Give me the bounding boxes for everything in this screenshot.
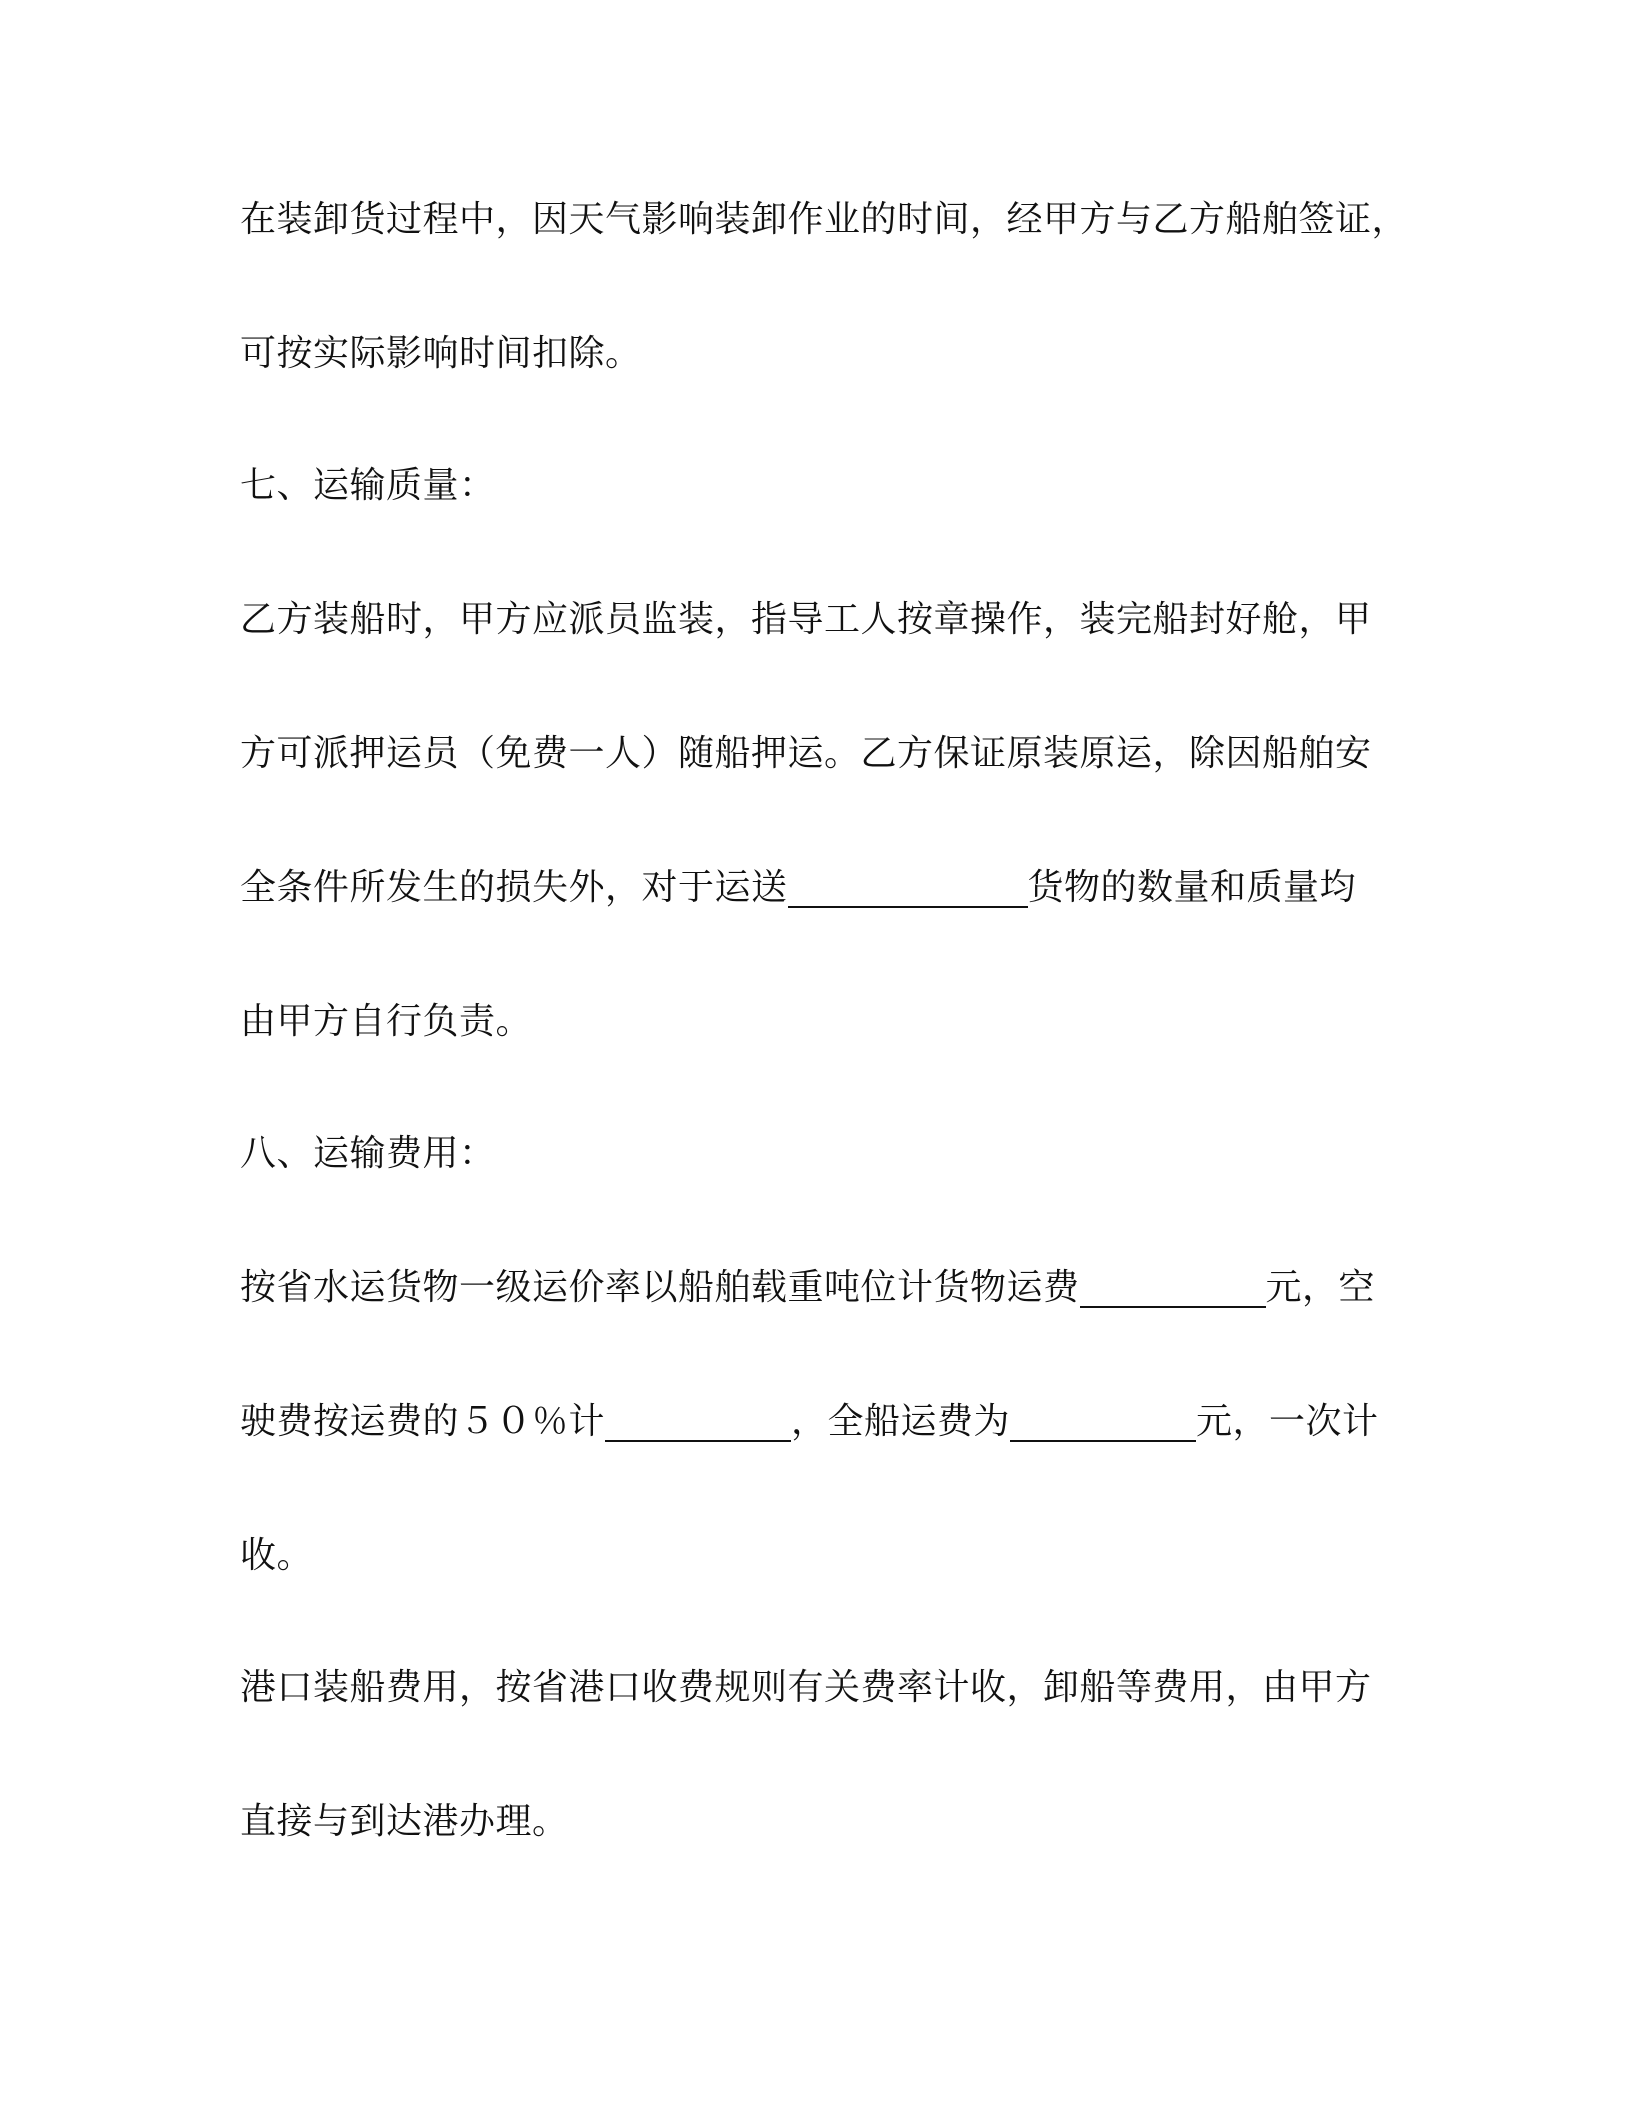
freight-amount-blank[interactable]	[1080, 1266, 1266, 1308]
text: 按省水运货物一级运价率以船舶载重吨位计货物运费	[240, 1267, 1080, 1308]
text: 由甲方自行负责。	[240, 1001, 533, 1042]
text: 元，空	[1265, 1267, 1376, 1308]
section-8-line-4	[240, 1664, 1390, 1712]
heading-text: 七、运输质量：	[240, 465, 496, 506]
text: ，全船运费为	[791, 1401, 1011, 1442]
cargo-name-blank[interactable]	[788, 866, 1028, 908]
text: 方可派押运员（免费一人）随船押运。乙方保证原装原运，除因船舶安	[240, 733, 1372, 774]
total-freight-blank[interactable]	[1010, 1400, 1196, 1442]
section-7-line-3	[240, 864, 1390, 912]
text: 在装卸货过程中，因天气影响装卸作业的时间，经甲方与乙方船舶签证，	[240, 199, 1409, 240]
text: 收。	[240, 1535, 314, 1576]
text: 乙方装船时，甲方应派员监装，指导工人按章操作，装完船封好舱，甲	[240, 599, 1372, 640]
text: 全条件所发生的损失外，对于运送	[240, 867, 788, 908]
section-8-line-2	[240, 1398, 1390, 1446]
weather-clause-line-1	[240, 196, 1409, 244]
text: 港口装船费用，按省港口收费规则有关费率计收，卸船等费用，由甲方	[240, 1667, 1372, 1708]
section-8-line-3	[240, 1532, 1390, 1580]
text: 直接与到达港办理。	[240, 1801, 569, 1842]
text: 驶费按运费的５０％计	[240, 1401, 606, 1442]
section-8-line-5	[240, 1798, 1390, 1846]
section-7-line-4	[240, 998, 1390, 1046]
text: 元，一次计	[1196, 1401, 1379, 1442]
empty-run-fee-blank[interactable]	[605, 1400, 791, 1442]
weather-clause-line-2	[240, 330, 1390, 378]
section-8-line-1	[240, 1264, 1390, 1312]
heading-text: 八、运输费用：	[240, 1133, 496, 1174]
section-8-heading	[240, 1130, 1390, 1178]
text: 货物的数量和质量均	[1027, 867, 1357, 908]
section-7-heading	[240, 462, 1390, 510]
section-7-line-2	[240, 730, 1390, 778]
section-7-line-1	[240, 596, 1390, 644]
text: 可按实际影响时间扣除。	[240, 333, 642, 374]
